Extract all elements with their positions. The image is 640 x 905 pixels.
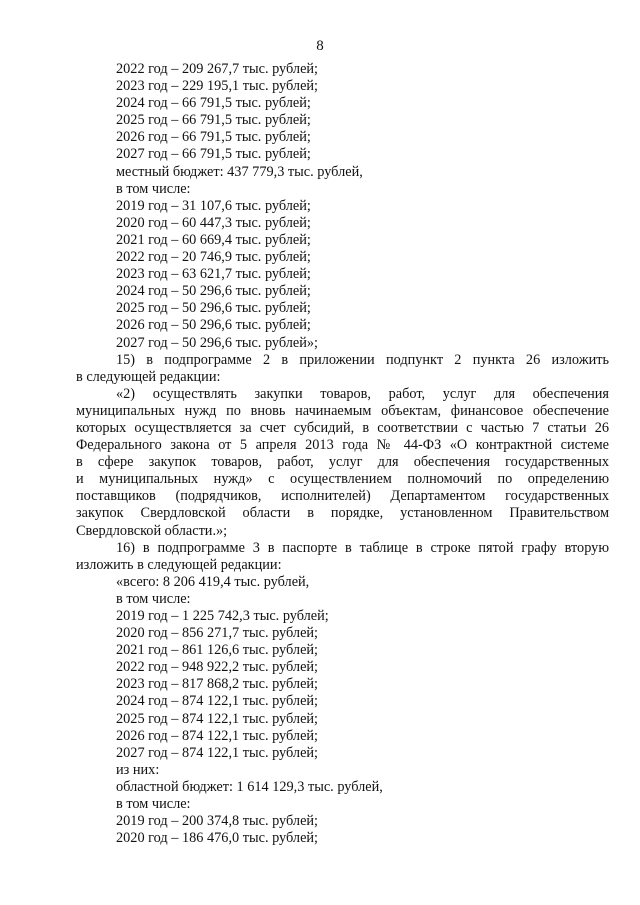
- text-line: в том числе:: [116, 796, 191, 813]
- text-line: 2023 год – 63 621,7 тыс. рублей;: [116, 266, 311, 283]
- text-line: областной бюджет: 1 614 129,3 тыс. рублей,: [116, 778, 383, 795]
- text-line: 2024 год – 66 791,5 тыс. рублей;: [116, 95, 311, 112]
- text-line: 2024 год – 50 296,6 тыс. рублей;: [116, 283, 311, 300]
- text-line: 2025 год – 50 296,6 тыс. рублей;: [116, 300, 311, 317]
- text-line: 2025 год – 66 791,5 тыс. рублей;: [116, 112, 311, 129]
- text-line: 2021 год – 861 126,6 тыс. рублей;: [116, 642, 319, 659]
- text-line: «всего: 8 206 419,4 тыс. рублей,: [116, 573, 310, 590]
- page-number: 8: [316, 38, 324, 54]
- text-line: в том числе:: [116, 180, 191, 197]
- text-line: «2) осуществлять закупки товаров, работ, услуг для обеспечения: [116, 385, 609, 402]
- text-line: 2020 год – 186 476,0 тыс. рублей;: [116, 830, 319, 847]
- text-line: 2026 год – 50 296,6 тыс. рублей;: [116, 317, 311, 334]
- text-line: 2023 год – 817 868,2 тыс. рублей;: [116, 676, 319, 693]
- text-line: 2021 год – 60 669,4 тыс. рублей;: [116, 231, 311, 248]
- text-line: Свердловской области.»;: [76, 522, 228, 539]
- text-line: 2024 год – 874 122,1 тыс. рублей;: [116, 693, 319, 710]
- text-line: 2022 год – 948 922,2 тыс. рублей;: [116, 659, 319, 676]
- text-line: 2027 год – 66 791,5 тыс. рублей;: [116, 146, 311, 163]
- text-line: 2022 год – 20 746,9 тыс. рублей;: [116, 249, 311, 266]
- text-line: 2025 год – 874 122,1 тыс. рублей;: [116, 710, 319, 727]
- text-line: 2022 год – 209 267,7 тыс. рублей;: [116, 61, 319, 77]
- text-line: 2020 год – 60 447,3 тыс. рублей;: [116, 214, 311, 231]
- text-line: и муниципальных нужд» с осуществлением полномочий по определению: [76, 471, 609, 488]
- document-body: [76, 61, 609, 847]
- text-line: 2020 год – 856 271,7 тыс. рублей;: [116, 625, 319, 642]
- text-line: 2027 год – 874 122,1 тыс. рублей;: [116, 744, 319, 761]
- text-line: 2019 год – 1 225 742,3 тыс. рублей;: [116, 608, 329, 624]
- text-line: 2023 год – 229 195,1 тыс. рублей;: [116, 78, 319, 95]
- text-line: Федерального закона от 5 апреля 2013 года № 44-ФЗ «О контрактной системе: [76, 437, 609, 454]
- text-line: в следующей редакции:: [76, 368, 221, 385]
- text-line: 15) в подпрограмме 2 в приложении подпункт 2 пункта 26 изложить: [116, 351, 609, 368]
- text-line: изложить в следующей редакции:: [76, 556, 282, 573]
- text-line: 2026 год – 874 122,1 тыс. рублей;: [116, 727, 319, 744]
- text-line: 2019 год – 200 374,8 тыс. рублей;: [116, 813, 319, 830]
- text-line: закупок Свердловской области в порядке, установленном Правительством: [76, 505, 609, 522]
- text-line: 16) в подпрограмме 3 в паспорте в таблице в строке пятой графу вторую: [116, 539, 609, 556]
- text-line: которых осуществляется за счет субсидий, в соответствии с частью 7 статьи 26: [76, 419, 609, 436]
- text-line: 2027 год – 50 296,6 тыс. рублей»;: [116, 334, 319, 351]
- text-line: 2026 год – 66 791,5 тыс. рублей;: [116, 129, 311, 146]
- text-line: муниципальных нужд по вновь начинаемым объектам, финансовое обеспечение: [76, 402, 609, 419]
- text-line: местный бюджет: 437 779,3 тыс. рублей,: [116, 163, 363, 180]
- text-line: поставщиков (подрядчиков, исполнителей) Департаментом государственных: [76, 488, 609, 505]
- text-line: 2019 год – 31 107,6 тыс. рублей;: [116, 197, 311, 214]
- text-line: из них:: [116, 761, 160, 778]
- text-line: в том числе:: [116, 590, 191, 607]
- text-line: в сфере закупок товаров, работ, услуг для обеспечения государственных: [76, 454, 609, 471]
